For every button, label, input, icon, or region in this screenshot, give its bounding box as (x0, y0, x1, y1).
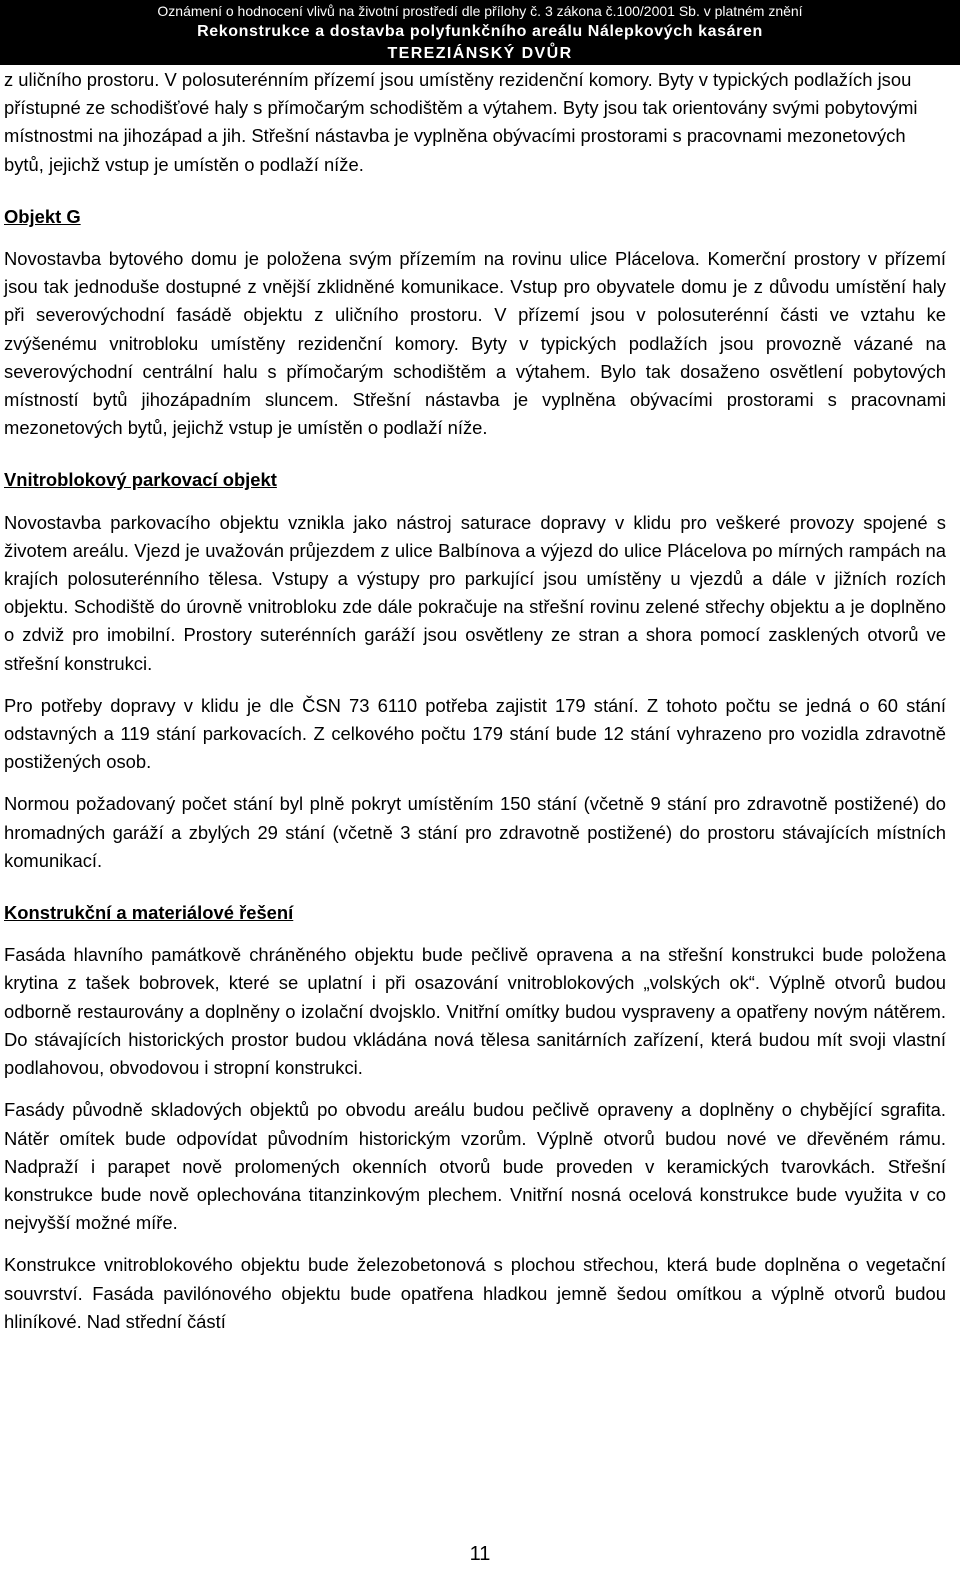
section-parking (4, 466, 946, 875)
section-objekt-g (4, 203, 946, 443)
section-construction (4, 899, 946, 1336)
parking-paragraph-3: Normou požadovaný počet stání byl plně pokryt umístěním 150 stání (včetně 9 stání pro zdravotně postižené) do hromadných garáží a zbylých 29 stání (včetně 3 stání pro zdravotně postižené) do prostoru stávajících místních komunikací. (4, 793, 946, 871)
construction-paragraph-3: Konstrukce vnitroblokového objektu bude železobetonová s plochou střechou, která bude doplněna o vegetační souvrství. Fasáda pavilónového objektu bude opatřena hladkou jemně šedou omítkou a výplně otvorů budou hliníkové. Nad střední částí (4, 1254, 946, 1332)
document-body (4, 66, 946, 1336)
header-project-title: Rekonstrukce a dostavba polyfunkčního areálu Nálepkových kasáren (197, 23, 763, 40)
construction-paragraph-2: Fasády původně skladových objektů po obvodu areálu budou pečlivě opraveny a doplněny o chybějící sgrafita. Nátěr omítek bude odpovídat původním historickým vzorům. Výplně otvorů budou nové ve dřevěném rámu. Nadpraží i parapet nově prolomených okenních otvorů bude proveden v keramických tvarovkách. Střešní konstrukce bude nově oplechována titanzinkovým plechem. Vnitřní nosná ocelová konstrukce bude využita v co nejvyšší možné míře. (4, 1099, 946, 1234)
intro-paragraph: z uličního prostoru. V polosuterénním přízemí jsou umístěny rezidenční komory. Byty v typických podlažích jsou přístupné ze schodišťové haly s přímočarým schodištěm a výtahem. Byty jsou tak orientovány svými pobytovými místnostmi na jihozápad a jih. Střešní nástavba je vyplněna obývacími prostorami s pracovnami mezonetových bytů, jejichž vstup je umístěn o podlaží níže. (4, 69, 918, 175)
section-heading-parking: Vnitroblokový parkovací objekt (4, 469, 277, 491)
page-number: 11 (469, 1543, 491, 1565)
parking-paragraph-2: Pro potřeby dopravy v klidu je dle ČSN 73 6110 potřeba zajistit 179 stání. Z tohoto počtu se jedná o 60 stání odstavných a 119 stání parkovacích. Z celkového počtu 179 stání bude 12 stání vyhrazeno pro vozidla zdravotně postižených osob. (4, 694, 946, 773)
objekt-g-paragraph: Novostavba bytového domu je položena svým přízemím na rovinu ulice Plácelova. Komerční prostory v přízemí jsou tak jednoduše dostupné z vnější zklidněné komunikace. Vstup pro obyvatele domu je z důvodu umístění haly při severovýchodní fasádě objektu z uličního prostoru. V přízemí jsou v polosuterénní části ve vztahu ke zvýšenému vnitrobloku umístěny rezidenční komory. Byty v typických podlažích jsou provozně vázané na severovýchodní centrální halu s přímočarým schodištěm a výtahem. Bylo tak dosaženo osvětlení pobytových místností bytů jihozápadním sluncem. Střešní nástavba je vyplněna obývacími prostorami s pracovnami mezonetových bytů, jejichž vstup je umístěn o podlaží níže. (4, 248, 946, 439)
header-legal-reference: Oznámení o hodnocení vlivů na životní prostředí dle přílohy č. 3 zákona č.100/2001 Sb. v platném znění (157, 3, 803, 19)
header-project-name: TEREZIÁNSKÝ DVŮR (387, 45, 573, 62)
parking-paragraph-1: Novostavba parkovacího objektu vznikla jako nástroj saturace dopravy v klidu pro veškeré provozy spojené s životem areálu. Vjezd je uvažován průjezdem z ulice Balbínova a výjezd do ulice Plácelova po mírných rampách na krajích polosuterénního tělesa. Vstupy a výstupy pro parkující jsou umístěny u vjezdů a dále v jižních rozích objektu. Schodiště do úrovně vnitrobloku zde dále pokračuje na střešní rovinu zelené střechy objektu a je doplněno o zdviž pro imobilní. Prostory suterénních garáží jsou osvětleny ze stran a shora pomocí zasklených otvorů ve střešní konstrukci. (4, 511, 946, 674)
document-header (0, 0, 960, 65)
construction-paragraph-1: Fasáda hlavního památkově chráněného objektu bude pečlivě opravena a na střešní konstrukci bude položena krytina z tašek bobrovek, které se uplatní i při osazování vnitroblokových „volských ok“. Výplně otvorů budou odborně restaurovány a doplněny o izolační dvojsklo. Vnitřní omítky budou vyspraveny a opatřeny novým nátěrem. Do stávajících historických prostor budou vkládána nová tělesa sanitárních zařízení, která budou mít svoji vlastní podlahovou, obvodovou i stropní konstrukci. (4, 944, 946, 1079)
section-heading-construction: Konstrukční a materiálové řešení (4, 902, 294, 924)
section-heading-objekt-g: Objekt G (4, 205, 81, 227)
